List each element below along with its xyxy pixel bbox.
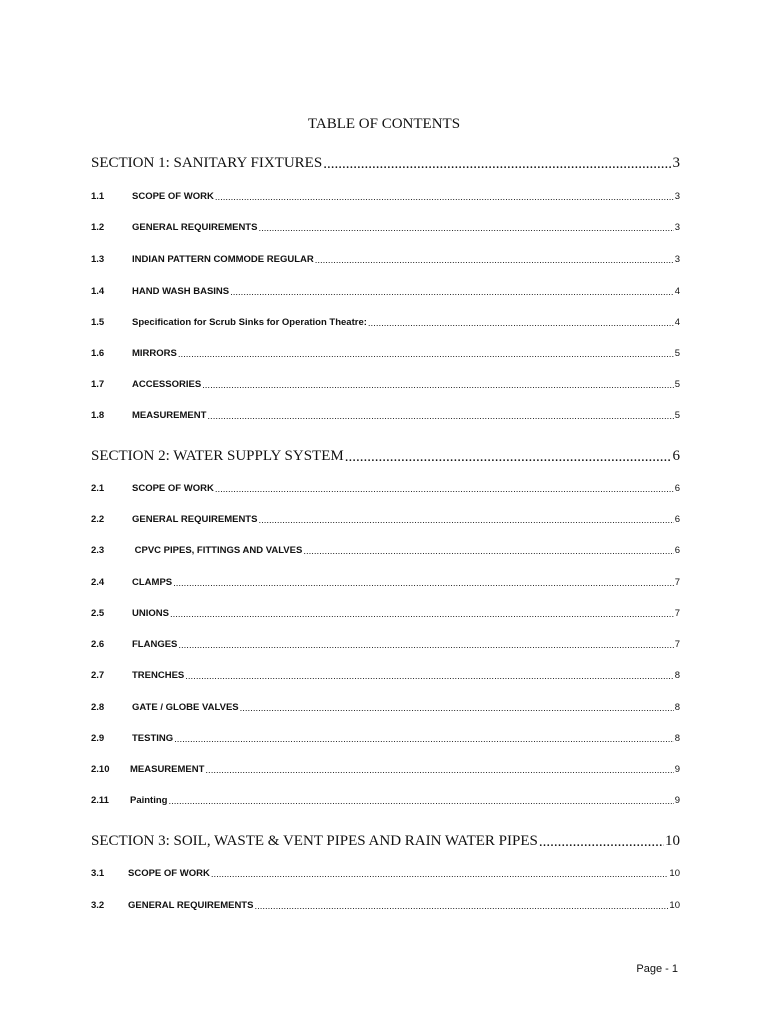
toc-item-1-4[interactable] bbox=[91, 286, 680, 297]
toc-page-number: 5 bbox=[674, 348, 680, 359]
toc-item-2-8[interactable] bbox=[91, 702, 680, 713]
toc-item-number: 1.4 bbox=[91, 286, 105, 297]
toc-item-label: HAND WASH BASINS bbox=[132, 286, 230, 297]
toc-item-2-5[interactable] bbox=[91, 608, 680, 619]
toc-page-number: 3 bbox=[674, 222, 680, 233]
toc-item-number: 1.6 bbox=[91, 348, 105, 359]
toc-item-number: 1.1 bbox=[91, 191, 105, 202]
toc-item-number: 1.8 bbox=[91, 410, 105, 421]
toc-item-number: 1.3 bbox=[91, 254, 105, 265]
toc-item-2-11[interactable] bbox=[91, 795, 680, 806]
dot-leader bbox=[185, 672, 673, 682]
dot-leader bbox=[254, 902, 668, 912]
toc-item-label: Painting bbox=[130, 795, 168, 806]
toc-item-label: ACCESSORIES bbox=[132, 379, 202, 390]
toc-item-label: Specification for Scrub Sinks for Operation Theatre: bbox=[132, 317, 367, 328]
dot-leader bbox=[211, 870, 669, 880]
dot-leader bbox=[215, 193, 674, 203]
toc-page-number: 6 bbox=[674, 514, 680, 525]
toc-item-number: 2.10 bbox=[91, 764, 110, 775]
toc-page-number: 10 bbox=[665, 833, 680, 849]
toc-page-number: 9 bbox=[674, 795, 680, 806]
toc-item-number: 2.2 bbox=[91, 514, 105, 525]
toc-item-label: GENERAL REQUIREMENTS bbox=[128, 900, 254, 911]
toc-item-1-6[interactable] bbox=[91, 348, 680, 359]
toc-page-number: 7 bbox=[674, 577, 680, 588]
dot-leader bbox=[168, 797, 673, 807]
dot-leader bbox=[303, 547, 673, 557]
dot-leader bbox=[178, 641, 673, 651]
toc-item-label: SCOPE OF WORK bbox=[132, 483, 214, 494]
toc-item-label: GATE / GLOBE VALVES bbox=[132, 702, 239, 713]
toc-page-number: 8 bbox=[674, 670, 680, 681]
toc-item-label: FLANGES bbox=[132, 639, 178, 650]
toc-item-number: 2.5 bbox=[91, 608, 105, 619]
toc-item-label: GENERAL REQUIREMENTS bbox=[132, 514, 258, 525]
toc-page-number: 6 bbox=[674, 483, 680, 494]
dot-leader bbox=[202, 381, 674, 391]
toc-item-label: CLAMPS bbox=[132, 577, 173, 588]
toc-item-label: TRENCHES bbox=[132, 670, 185, 681]
toc-item-number: 2.1 bbox=[91, 483, 105, 494]
toc-item-label: MIRRORS bbox=[132, 348, 177, 359]
dot-leader bbox=[207, 412, 673, 422]
dot-leader bbox=[230, 288, 674, 298]
toc-item-number: 2.6 bbox=[91, 639, 105, 650]
toc-item-number: 2.8 bbox=[91, 702, 105, 713]
toc-section-2[interactable] bbox=[91, 448, 680, 465]
toc-page-number: 9 bbox=[674, 764, 680, 775]
toc-page-number: 7 bbox=[674, 639, 680, 650]
toc-item-2-3[interactable] bbox=[91, 545, 680, 556]
toc-section-label: SECTION 2: WATER SUPPLY SYSTEM bbox=[91, 448, 344, 464]
dot-leader bbox=[323, 157, 671, 172]
toc-item-3-2[interactable] bbox=[91, 900, 680, 911]
toc-page-number: 5 bbox=[674, 379, 680, 390]
toc-item-label: MEASUREMENT bbox=[132, 410, 207, 421]
toc-item-label: UNIONS bbox=[132, 608, 169, 619]
toc-title: TABLE OF CONTENTS bbox=[307, 116, 461, 132]
toc-page-number: 6 bbox=[672, 448, 680, 464]
dot-leader bbox=[240, 704, 674, 714]
toc-item-label: GENERAL REQUIREMENTS bbox=[132, 222, 258, 233]
dot-leader bbox=[215, 485, 674, 495]
dot-leader bbox=[173, 579, 674, 589]
dot-leader bbox=[315, 256, 674, 266]
toc-item-3-1[interactable] bbox=[91, 868, 680, 879]
toc-item-1-7[interactable] bbox=[91, 379, 680, 390]
toc-page-number: 3 bbox=[672, 155, 680, 171]
toc-section-3[interactable] bbox=[91, 833, 680, 850]
toc-section-1[interactable] bbox=[91, 155, 680, 172]
toc-item-2-6[interactable] bbox=[91, 639, 680, 650]
toc-section-label: SECTION 3: SOIL, WASTE & VENT PIPES AND RAIN WATER PIPES bbox=[91, 833, 538, 849]
dot-leader bbox=[178, 350, 674, 360]
toc-item-label: SCOPE OF WORK bbox=[128, 868, 210, 879]
toc-page-number: 7 bbox=[674, 608, 680, 619]
toc-item-label: SCOPE OF WORK bbox=[132, 191, 214, 202]
toc-page-number: 6 bbox=[674, 545, 680, 556]
toc-item-label: INDIAN PATTERN COMMODE REGULAR bbox=[132, 254, 314, 265]
toc-item-1-8[interactable] bbox=[91, 410, 680, 421]
toc-page-number: 8 bbox=[674, 702, 680, 713]
toc-section-label: SECTION 1: SANITARY FIXTURES bbox=[91, 155, 323, 171]
toc-item-number: 2.4 bbox=[91, 577, 105, 588]
toc-item-number: 1.7 bbox=[91, 379, 105, 390]
dot-leader bbox=[258, 516, 673, 526]
dot-leader bbox=[539, 835, 664, 850]
toc-item-number: 2.9 bbox=[91, 733, 105, 744]
dot-leader bbox=[205, 766, 673, 776]
toc-item-1-5[interactable] bbox=[91, 317, 680, 328]
toc-page-number: 3 bbox=[674, 191, 680, 202]
dot-leader bbox=[368, 319, 674, 329]
toc-item-number: 1.5 bbox=[91, 317, 105, 328]
toc-item-number: 3.1 bbox=[91, 868, 105, 879]
dot-leader bbox=[174, 735, 674, 745]
toc-item-number: 2.3 bbox=[91, 545, 105, 556]
toc-item-label: CPVC PIPES, FITTINGS AND VALVES bbox=[132, 545, 303, 556]
toc-page-number: 8 bbox=[674, 733, 680, 744]
toc-item-1-1[interactable] bbox=[91, 191, 680, 202]
dot-leader bbox=[170, 610, 674, 620]
toc-item-number: 3.2 bbox=[91, 900, 105, 911]
toc-item-2-7[interactable] bbox=[91, 670, 680, 681]
toc-item-number: 1.2 bbox=[91, 222, 105, 233]
toc-item-1-3[interactable] bbox=[91, 254, 680, 265]
toc-item-2-1[interactable] bbox=[91, 483, 680, 494]
page-footer: Page - 1 bbox=[636, 963, 678, 975]
toc-item-2-4[interactable] bbox=[91, 577, 680, 588]
toc-page-number: 10 bbox=[669, 868, 680, 879]
dot-leader bbox=[258, 224, 673, 234]
toc-item-number: 2.7 bbox=[91, 670, 105, 681]
toc-item-2-9[interactable] bbox=[91, 733, 680, 744]
toc-page-number: 4 bbox=[674, 286, 680, 297]
dot-leader bbox=[345, 450, 672, 465]
toc-item-label: MEASUREMENT bbox=[130, 764, 205, 775]
toc-item-1-2[interactable] bbox=[91, 222, 680, 233]
toc-item-2-10[interactable] bbox=[91, 764, 680, 775]
toc-page-number: 5 bbox=[674, 410, 680, 421]
toc-page-number: 3 bbox=[674, 254, 680, 265]
toc-item-2-2[interactable] bbox=[91, 514, 680, 525]
toc-page-number: 4 bbox=[674, 317, 680, 328]
toc-item-label: TESTING bbox=[132, 733, 174, 744]
toc-page-number: 10 bbox=[669, 900, 680, 911]
toc-item-number: 2.11 bbox=[91, 795, 109, 806]
